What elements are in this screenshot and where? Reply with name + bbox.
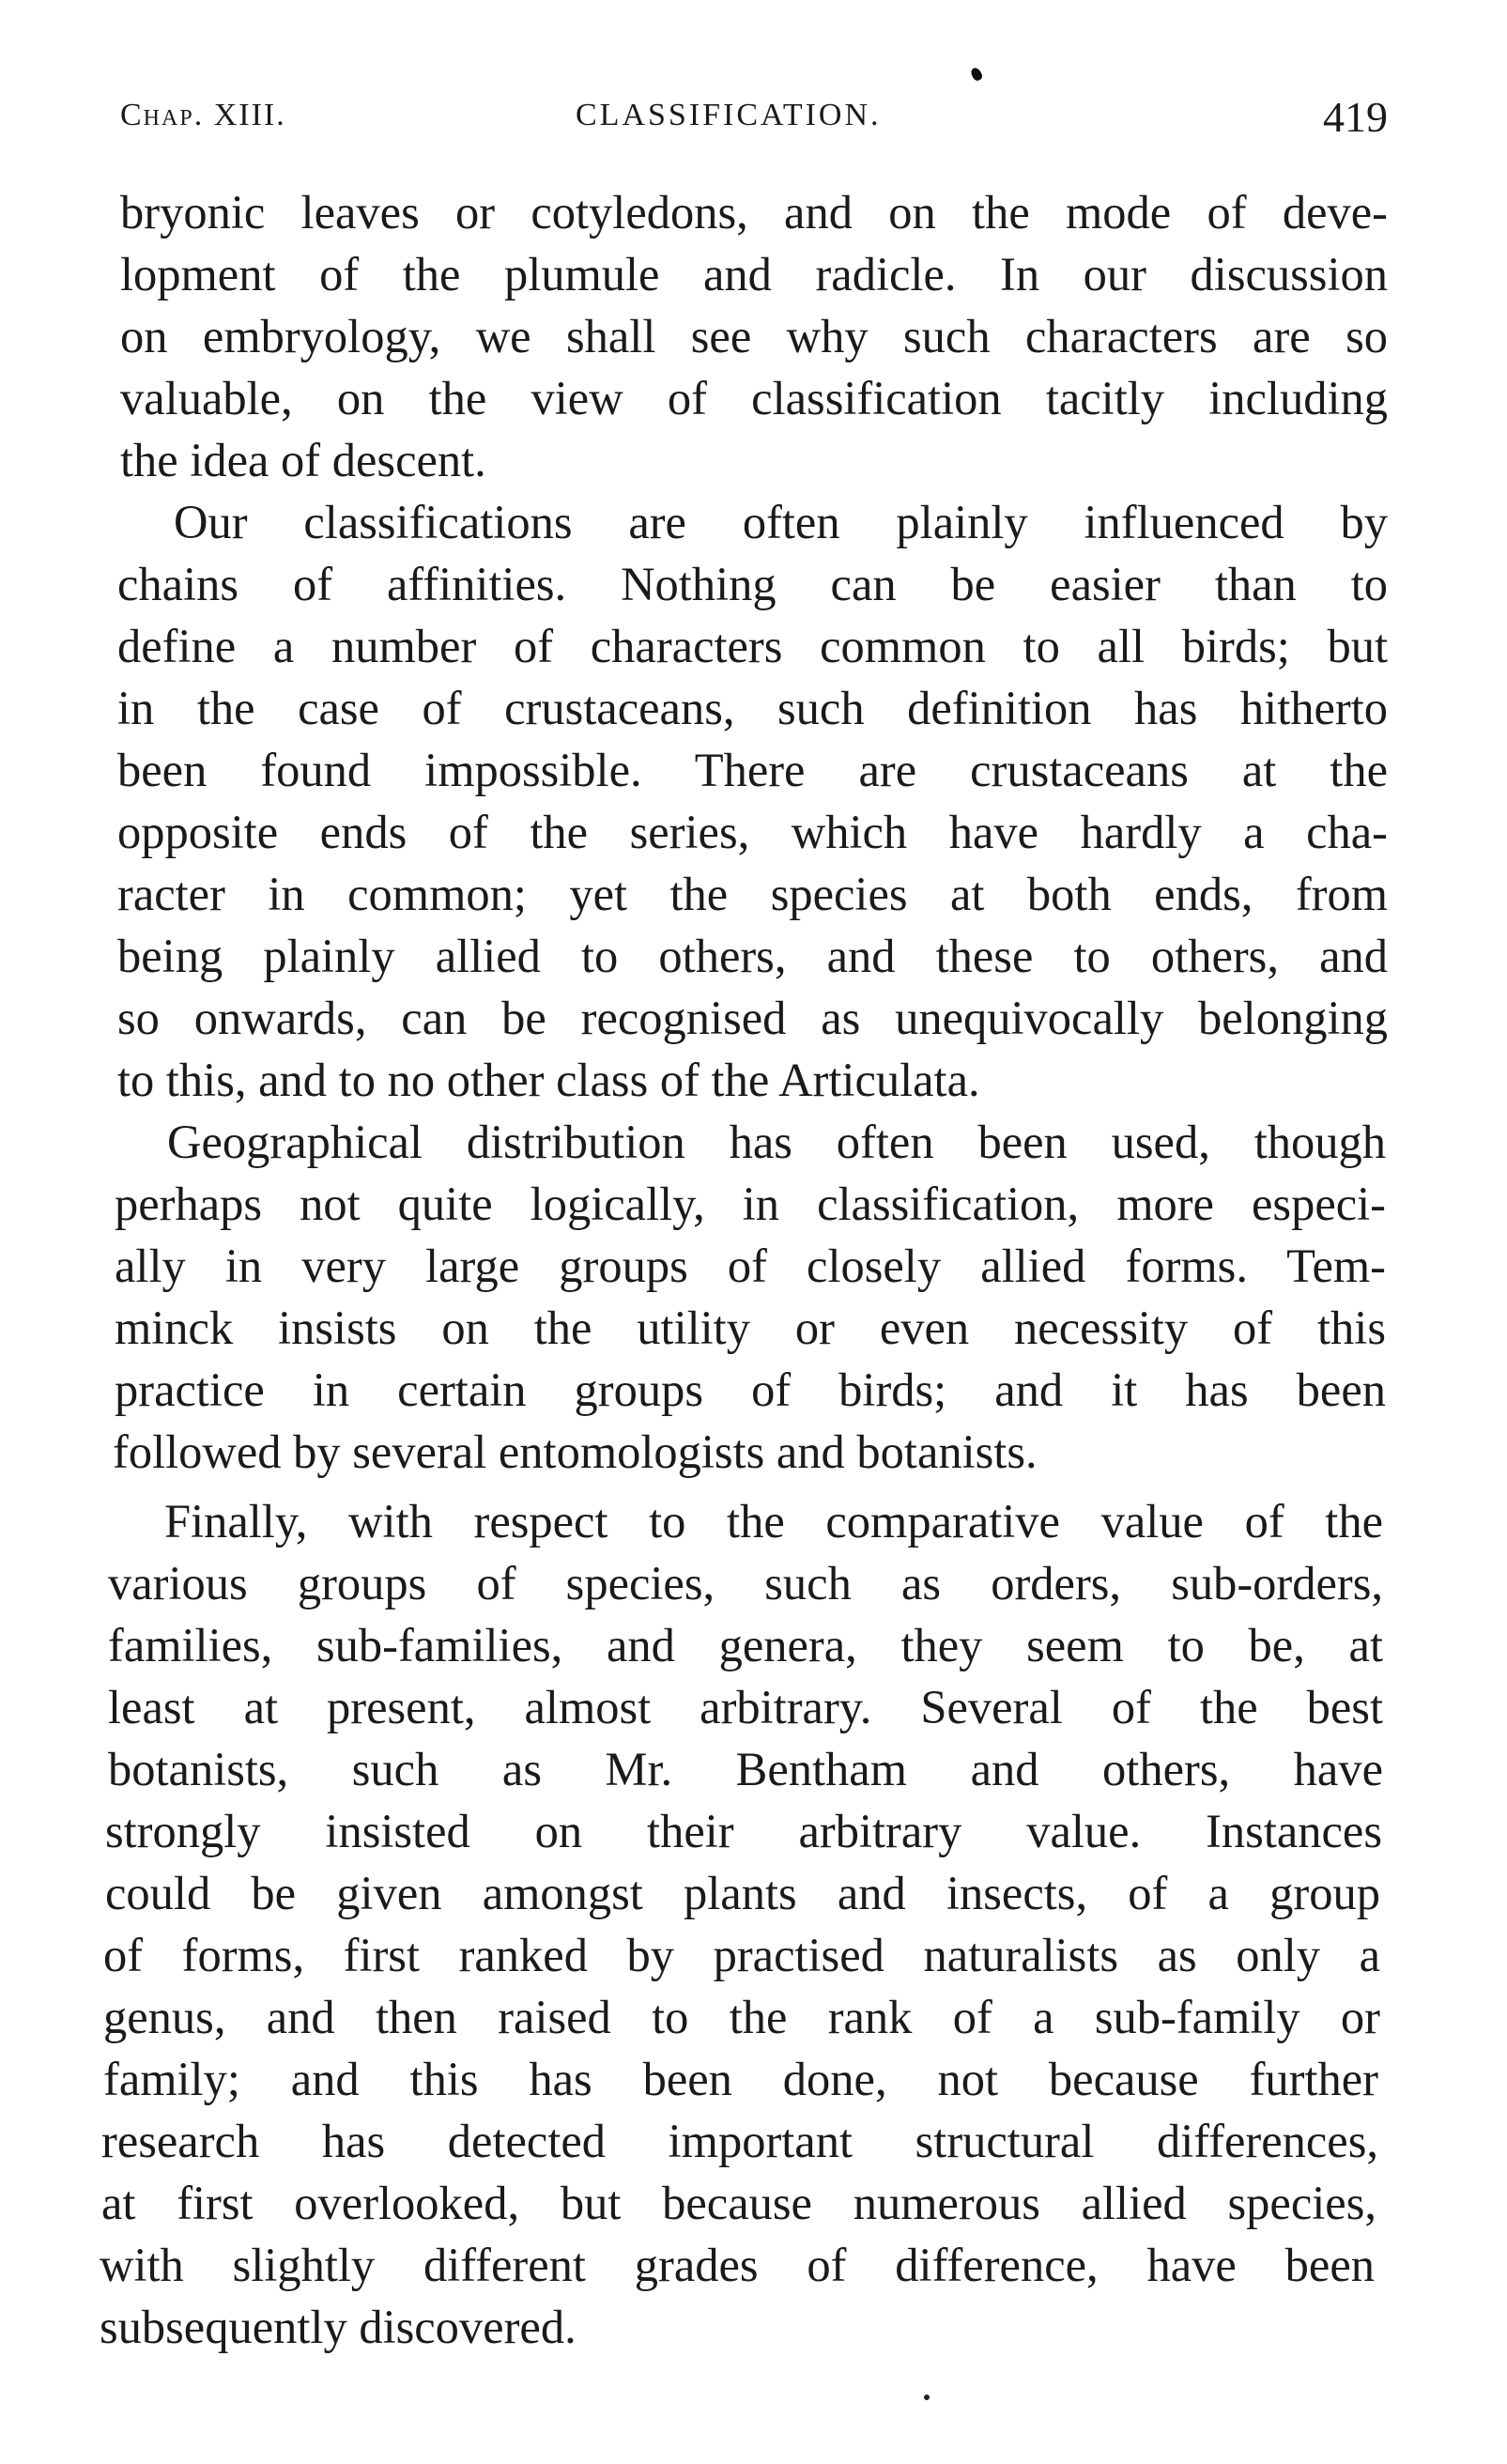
text-line: Finally, with respect to the comparative value of the: [164, 1495, 1383, 1548]
text-line: botanists, such as Mr. Bentham and others, have: [108, 1743, 1383, 1795]
text-line: define a number of characters common to all birds; but: [117, 620, 1388, 672]
text-line: racter in common; yet the species at both ends, from: [117, 868, 1388, 920]
text-line: bryonic leaves or cotyledons, and on the mode of deve-: [120, 186, 1388, 239]
text-line: various groups of species, such as orders, sub-orders,: [108, 1557, 1383, 1609]
text-line: chains of affinities. Nothing can be easier than to: [117, 558, 1388, 610]
text-line: subsequently discovered.: [100, 2301, 577, 2353]
text-line: to this, and to no other class of the Articulata.: [117, 1054, 980, 1106]
text-line: Geographical distribution has often been used, though: [167, 1116, 1386, 1168]
text-line: families, sub-families, and genera, they seem to be, at: [108, 1619, 1383, 1671]
text-line: family; and this has been done, not because further: [103, 2053, 1378, 2105]
text-line: the idea of descent.: [120, 434, 486, 486]
text-line: could be given amongst plants and insects, of a group: [105, 1867, 1380, 1919]
text-line: least at present, almost arbitrary. Several of the best: [108, 1681, 1383, 1733]
text-line: in the case of crustaceans, such definition has hitherto: [117, 682, 1388, 734]
text-line: genus, and then raised to the rank of a sub-family or: [103, 1991, 1380, 2043]
text-line: followed by several entomologists and botanists.: [113, 1425, 1038, 1478]
text-line: at first overlooked, but because numerous allied species,: [101, 2177, 1376, 2229]
text-line: of forms, first ranked by practised naturalists as only a: [103, 1929, 1380, 1981]
text-line: practice in certain groups of birds; and it has been: [115, 1363, 1386, 1416]
text-line: research has detected important structural differences,: [101, 2115, 1378, 2167]
chapter-label: Chap. XIII.: [120, 98, 286, 132]
text-line: so onwards, can be recognised as unequivocally belonging: [117, 992, 1388, 1044]
text-line: with slightly different grades of difference, have been: [100, 2239, 1375, 2291]
text-line: ally in very large groups of closely allied forms. Tem-: [115, 1240, 1386, 1292]
ink-blot-icon: [969, 66, 984, 82]
text-line: Our classifications are often plainly influenced by: [174, 496, 1388, 548]
text-line: being plainly allied to others, and these to others, and: [117, 930, 1388, 982]
text-line: perhaps not quite logically, in classification, more especi-: [115, 1178, 1386, 1230]
text-line: minck insists on the utility or even necessity of this: [115, 1301, 1386, 1354]
running-head: [120, 92, 1388, 148]
text-line: valuable, on the view of classification tacitly including: [120, 372, 1388, 424]
chapter-title: CLASSIFICATION.: [576, 98, 882, 132]
text-line: opposite ends of the series, which have hardly a cha-: [117, 806, 1388, 858]
ink-speck-icon: [924, 2395, 930, 2400]
text-line: on embryology, we shall see why such characters are so: [120, 310, 1388, 362]
text-line: lopment of the plumule and radicle. In our discussion: [120, 248, 1388, 300]
text-line: been found impossible. There are crustaceans at the: [117, 744, 1388, 796]
page-number: 419: [1323, 93, 1388, 141]
text-line: strongly insisted on their arbitrary value. Instances: [105, 1805, 1382, 1857]
